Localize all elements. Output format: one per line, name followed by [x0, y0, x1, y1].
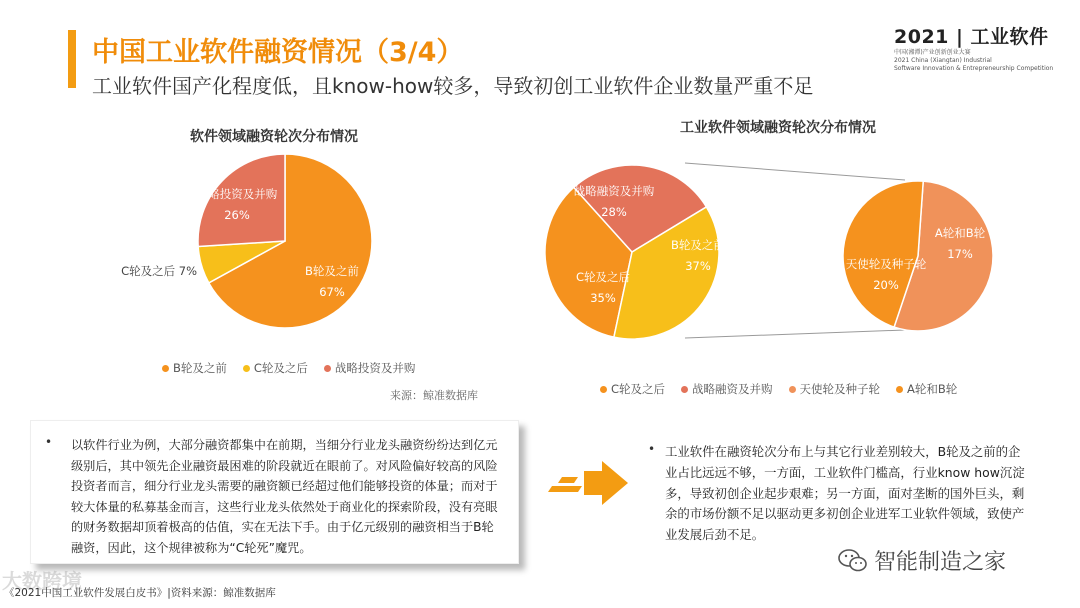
right-chart-legend [600, 381, 957, 397]
right-legend-label-3: A轮和B轮 [907, 382, 958, 396]
right-legend-swatch-2 [789, 386, 796, 393]
left-pie-label-2: 战略投资及并购 [196, 187, 278, 201]
left-pie-label-1: C轮及之后 7% [121, 264, 197, 278]
page-title: 中国工业软件融资情况（3/4） [92, 37, 464, 68]
right-legend-label-0: C轮及之后 [611, 382, 666, 396]
footnote: 《2021中国工业软件发展白皮书》|资料来源：鲸准数据库 [4, 587, 276, 599]
right-bullet: • [648, 442, 656, 456]
left-legend-label-0: B轮及之前 [173, 361, 227, 375]
right-pie-value-0: 35% [590, 291, 616, 305]
right-legend-swatch-1 [681, 386, 688, 393]
right-pie-label-2: B轮及之前 [671, 238, 725, 252]
arrow-right-icon [548, 459, 630, 507]
page-subtitle: 工业软件国产化程度低，且know-how较多，导致初创工业软件企业数量严重不足 [92, 74, 814, 98]
wechat-account [838, 545, 1006, 576]
right-text: 工业软件在融资轮次分布上与其它行业差别较大，B轮及之前的企业占比远远不够，一方面，工业软件门槛高，行业know how沉淀多，导致初创企业起步艰难；另一方面，面对垄断的国外巨头，剩余的市场份额不足以驱动更多初创企业进军工业软件领域，致使产业发展后劲不足。 [665, 444, 1025, 543]
right-legend-item-1 [681, 381, 773, 397]
right-chart-title: 工业软件领域融资轮次分布情况 [680, 120, 876, 136]
right-legend-label-1: 战略融资及并购 [692, 382, 773, 396]
secondary-pie-label-1: A轮和B轮 [934, 226, 986, 240]
right-pie-label-1: 战略融资及并购 [573, 184, 655, 198]
secondary-pie-label-0: 天使轮及种子轮 [845, 257, 927, 271]
right-legend-label-2: 天使轮及种子轮 [799, 382, 881, 396]
logo-line-1: 中国(湘潭)产业创新创业大赛 [894, 49, 971, 56]
left-pie-value-2: 26% [224, 208, 250, 222]
logo-line-2: 2021 China (Xiangtan) Industrial [894, 57, 992, 64]
wechat-icon [838, 548, 868, 574]
secondary-pie-value-0: 20% [873, 278, 899, 292]
right-pie-value-1: 28% [601, 205, 627, 219]
right-legend-item-0 [600, 381, 665, 397]
logo-line-3: Software Innovation & Entrepreneurship Competition [894, 65, 1054, 72]
left-legend-label-2: 战略投资及并购 [334, 361, 416, 375]
right-legend-item-3 [896, 381, 957, 397]
left-legend-label-1: C轮及之后 [253, 361, 308, 375]
secondary-pie-value-1: 17% [947, 247, 973, 261]
watermark: 大数跨境 [2, 569, 82, 593]
wechat-account-name: 智能制造之家 [874, 550, 1007, 575]
left-bullet: • [45, 435, 53, 449]
connector-line-1 [685, 330, 905, 338]
left-pie-label-0: B轮及之前 [305, 264, 359, 278]
chart-source: 来源：鲸准数据库 [390, 389, 478, 402]
left-text: 以软件行业为例，大部分融资都集中在前期，当细分行业龙头融资纷纷达到亿元级别后，其中领先企业融资最困难的阶段就近在眼前了。对风险偏好较高的风险投资者而言，细分行业龙头需要的融资额已经超过他们能够投资的体量；而对于较大体量的私募基金而言，这些行业龙头依然处于商业化的探索阶段，没有亮眼的财务数据却顶着极高的估值，实在无法下手。由于亿元级别的融资相当于B轮融资，因此，这个规律被称为“C轮死”魔咒。 [71, 438, 498, 555]
right-legend-item-2 [789, 381, 881, 397]
left-text-box [30, 420, 519, 564]
right-legend-swatch-0 [600, 386, 607, 393]
right-pie-label-0: C轮及之后 [575, 270, 631, 284]
right-legend-swatch-3 [896, 386, 903, 393]
logo-main-text: 2021 | 工业软件 [894, 26, 1049, 48]
connector-line-0 [685, 163, 905, 180]
right-pie-value-2: 37% [685, 259, 711, 273]
left-chart-title: 软件领域融资轮次分布情况 [190, 129, 358, 145]
left-pie-value-0: 67% [319, 285, 345, 299]
